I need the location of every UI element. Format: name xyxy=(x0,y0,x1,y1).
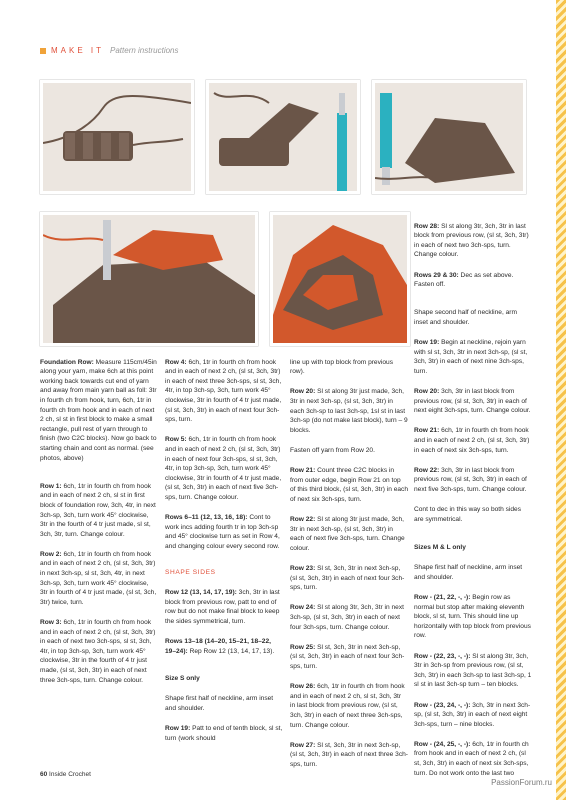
paragraph: Row 3: 6ch, 1tr in fourth ch from hook and in each of next 2 ch, (sl st, 3ch, 3tr) in each of next two 3ch-sps, sl st, 3ch, 4tr, in top 3ch-sp, 3ch, turn work 45° clockwise, 3tr in the fourth of 4 tr just made, (sl st, 3ch, 3tr) in each of next three 3ch-sps, turn. Change colour. xyxy=(40,619,156,684)
paragraph: Rows 6–11 (12, 13, 16, 18): Cont to work incs adding fourth tr in top 3ch-sp and 45° clockwise turn as set in Row 4, and changing colour every second row. xyxy=(165,514,280,550)
paragraph: Row 19: Patt to end of tenth block, sl st, turn (work should xyxy=(165,724,283,742)
paragraph: Row 20: Sl st along 3tr just made, 3ch, 3tr in next 3ch-sp, (sl st, 3ch, 3tr) in each 3ch-sp to last 3ch-sp, 1sl st in last 3ch-sp (do not make last block), turn – 9 blocks. xyxy=(290,388,408,434)
text-column-2 xyxy=(165,348,283,754)
header-square-icon xyxy=(40,48,46,54)
paragraph: Row 28: Sl st along 3tr, 3ch, 3tr in last block from previous row, (sl st, 3ch, 3tr) in each of next two 3ch-sps, turn. Change colour. xyxy=(414,222,529,259)
section-heading-shape-sides: SHAPE SIDES xyxy=(165,569,216,577)
paragraph: Row 23: Sl st, 3ch, 3tr in next 3ch-sp, (sl st, 3ch, 3tr) in each of next four 3ch-sps, turn. xyxy=(290,565,405,592)
paragraph: Row - (23, 24, -, -): 3ch, 3tr in next 3ch-sp, (sl st, 3ch, 3tr) in each of next eight 3ch-sps, turn – nine blocks. xyxy=(414,701,531,728)
paragraph: line up with top block from previous row). xyxy=(290,358,393,376)
page-footer xyxy=(40,771,91,778)
crochet-step-1-image xyxy=(43,83,191,191)
paragraph: Row 25: Sl st, 3ch, 3tr in next 3ch-sp, (sl st, 3ch, 3tr) in each of next four 3ch-sps, turn. xyxy=(290,643,405,670)
subheading-sizes-m-l: Sizes M & L only xyxy=(414,544,466,551)
header-subtitle: Pattern instructions xyxy=(110,46,179,55)
crochet-step-5-image xyxy=(273,215,407,343)
paragraph: Fasten off yarn from Row 20. xyxy=(290,446,375,454)
crochet-step-3-image xyxy=(375,83,523,191)
paragraph: Row 21: 6ch, 1tr in fourth ch from hook and in each of next 2 ch, (sl st, 3ch, 3tr) in each of next six 3ch-sps, turn. xyxy=(414,427,530,454)
paragraph: Shape second half of neckline, arm inset and shoulder. xyxy=(414,309,517,326)
paragraph: Row 27: Sl st, 3ch, 3tr in next 3ch-sp, (sl st, 3ch, 3tr) in each of next three 3ch-sps, turn. xyxy=(290,741,409,768)
decorative-edge-stripe xyxy=(556,0,566,800)
magazine-name: Inside Crochet xyxy=(49,771,91,778)
step-photo-4 xyxy=(40,212,258,346)
paragraph: Row 12 (13, 14, 17, 19): 3ch, 3tr in last block from previous row, patt to end of row but do not make final block to keep the sides symmetrical, turn. xyxy=(165,589,280,626)
paragraph: Row 1: 6ch, 1tr in fourth ch from hook and in each of next 2 ch, sl st in first block of foundation row, 3ch, 4tr, in next 3ch-sp, 3ch, turn work 45° clockwise, 3tr in the fourth of 4 tr just made, sl st, 3ch, 3tr, turn. Change colour. xyxy=(40,482,156,538)
page-number: 60 xyxy=(40,771,48,778)
paragraph: Rows 29 & 30: Dec as set above. Fasten off. xyxy=(414,271,514,289)
text-column-1 xyxy=(40,348,158,696)
step-photo-1 xyxy=(40,80,194,194)
text-column-4 xyxy=(414,212,532,789)
paragraph: Row 4: 6ch, 1tr in fourth ch from hook and in each of next 2 ch, (sl st, 3ch, 3tr) in each of next three 3ch-sps, sl st, 3ch, 4tr, in top 3ch-sp, 3ch, turn work 45° clockwise, 3tr in fourth of 4 tr just made, (sl st, 3ch, 3tr) in each of next four 3ch-sps, turn. xyxy=(165,358,282,424)
crochet-step-4-image xyxy=(43,215,255,343)
paragraph: Row 22: Sl st along 3tr just made, 3ch, 3tr in next 3ch-sp, (sl st, 3ch, 3tr) in each of next five 3ch-sps, turn. Change colour. xyxy=(290,516,405,552)
paragraph: Cont to dec in this way so both sides are symmetrical. xyxy=(414,506,522,523)
paragraph: Row - (24, 25, -, -): 6ch, 1tr in fourth ch from hook and in each of next 2 ch, (sl st, 3ch, 3tr) in each of next six 3ch-sps, turn. Do not work onto the last two xyxy=(414,740,529,777)
watermark-text: PassionForum.ru xyxy=(491,778,552,787)
step-photo-3 xyxy=(372,80,526,194)
paragraph: Row 20: 3ch, 3tr in last block from previous row, (sl st, 3ch, 3tr) in each of next eight 3ch-sps, turn. Change colour. xyxy=(414,388,531,415)
paragraph: Row 5: 6ch, 1tr in fourth ch from hook and in each of next 2 ch, (sl st, 3ch, 3tr) in each of next four 3ch-sps, sl st, 3ch, 4tr, in top 3ch-sp, 3ch, turn work 45° clockwise, 3tr in fourth of 4 tr just made, (sl st, 3ch, 3tr) in each of next five 3ch-sps, turn. Change colour. xyxy=(165,436,282,501)
paragraph: Shape first half of neckline, arm inset and shoulder. xyxy=(165,695,274,712)
paragraph: Row 19: Begin at neckline, rejoin yarn with sl st, 3ch, 3tr in next 3ch-sp, (sl st, 3ch, 3tr) in each of next nine 3ch-sps, turn. xyxy=(414,339,528,375)
paragraph: Row - (22, 23, -, -): Sl st along 3tr, 3ch, 3tr in 3ch-sp from previous row, (sl st, 3ch, 3tr) in each 3ch-sp to last 3ch-sp, 1 sl st in last 3ch-sp turn – ten blocks. xyxy=(414,652,532,689)
crochet-step-2-image xyxy=(209,83,357,191)
paragraph: Rows 13–18 (14–20, 15–21, 18–22, 19–24): Rep Row 12 (13, 14, 17, 13). xyxy=(165,638,275,655)
paragraph: Row 2: 6ch, 1tr in fourth ch from hook and in each of next 2 ch, (sl st, 3ch, 3tr) in next 3ch-sp, sl st, 3ch, 4tr, in next 3ch-sp, 3ch, turn work 45° clockwise, 3tr in fourth of 4 tr just made, (sl st, 3ch, 3tr) twice, turn. xyxy=(40,550,157,606)
paragraph: Row 24: Sl st along 3tr, 3ch, 3tr in next 3ch-sp, (sl st, 3ch, 3tr) in each of next four 3ch-sps, turn. Change colour. xyxy=(290,604,404,631)
header-section: MAKE IT xyxy=(51,46,105,55)
paragraph: Row 21: Count three C2C blocks in from outer edge, begin Row 21 on top of this third block, (sl st, 3ch, 3tr) in each of next six 3ch-sps, turn. xyxy=(290,467,409,503)
subheading-size-s: Size S only xyxy=(165,675,200,682)
paragraph: Foundation Row: Measure 115cm/45in along your yarn, make 6ch at this point working back towards cut end of yarn and away from main yarn ball as foll: 3tr in fourth ch from hook, turn, 6ch, 1tr in fourth ch from hook and in each of next 2 ch, sl st in first block to make a small rectangle, pull rest of yarn through to finish (two C2C blocks). Now go back to starting chain and cont as normal. (see photos, above) xyxy=(40,358,157,462)
step-photo-5 xyxy=(270,212,410,346)
paragraph: Shape first half of neckline, arm inset and shoulder. xyxy=(414,564,523,581)
step-photo-2 xyxy=(206,80,360,194)
paragraph: Row 22: 3ch, 3tr in last block from previous row, (sl st, 3ch, 3tr) in each of next five 3ch-sps, turn. Change colour. xyxy=(414,466,527,494)
paragraph: Row 26: 6ch, 1tr in fourth ch from hook and in each of next 2 ch, sl st, 3ch, 3tr in last block from previous row, (sl st, 3ch, 3tr) in each of next three 3ch-sps, turn. Change colour. xyxy=(290,683,405,729)
text-column-3 xyxy=(290,348,408,780)
page-header xyxy=(40,46,179,55)
paragraph: Row - (21, 22, -, -): Begin row as normal but stop after making eleventh block, sl st, turn. This should line up horizontally with top block from previous row. xyxy=(414,593,531,640)
